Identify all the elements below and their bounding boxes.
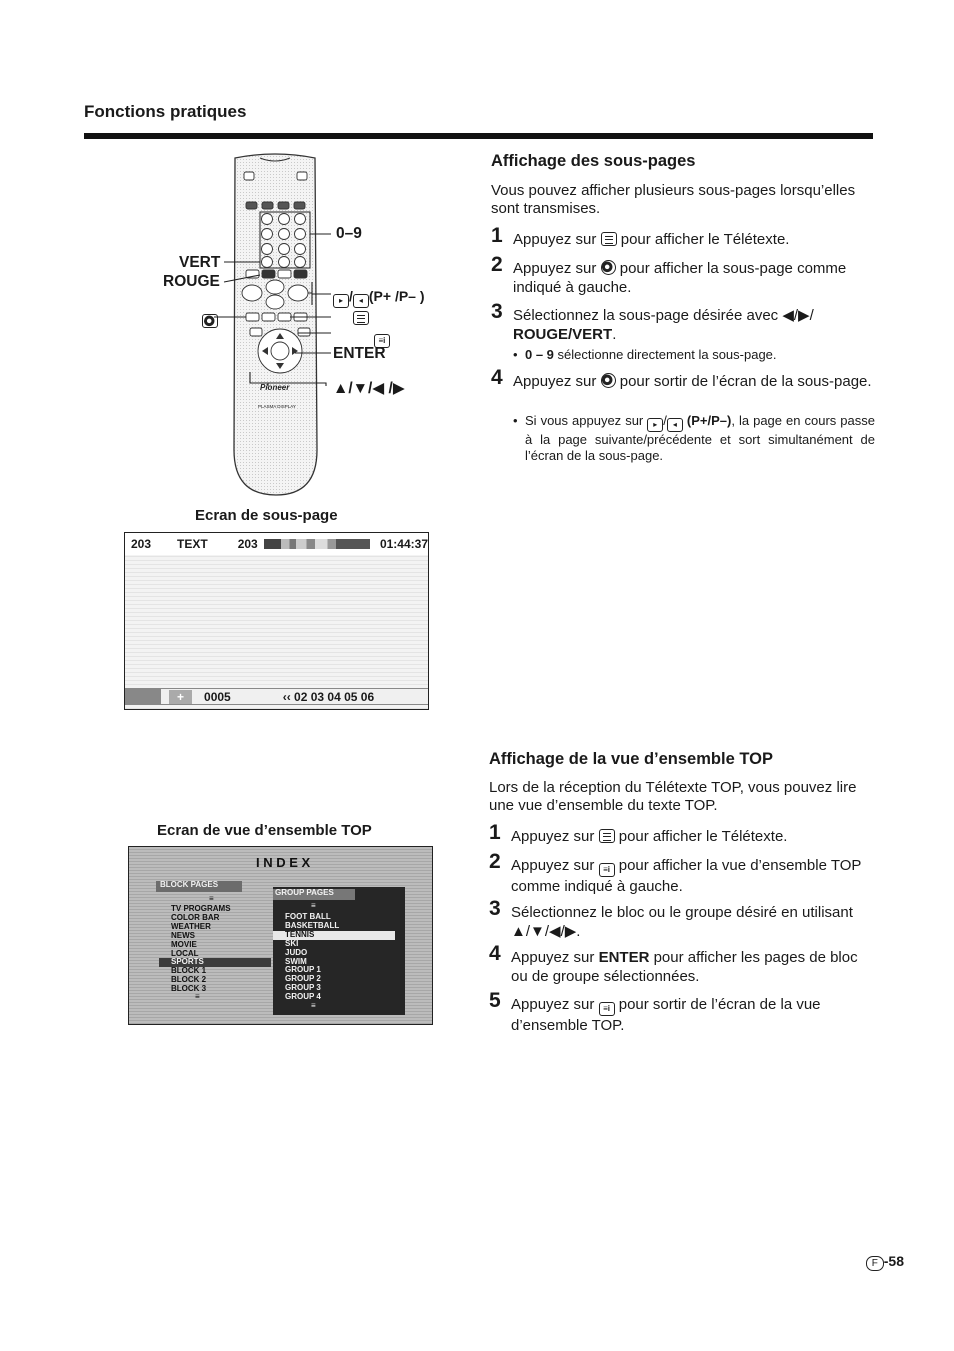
teletext-icon — [601, 232, 617, 246]
index-title: I N D E X — [256, 855, 311, 870]
vert-label: VERT — [179, 254, 221, 271]
list-item[interactable]: BLOCK 3 — [171, 984, 207, 994]
subpage-counter: 0005 — [204, 689, 231, 704]
subpage-navigation: ‹‹ 02 03 04 05 06 — [282, 689, 375, 704]
subpages-step-3: 3 Sélectionnez la sous-page désirée avec ◀/▶/ ROUGE/VERT. — [491, 300, 814, 343]
group-list — [285, 913, 395, 1002]
top-intro: Lors de la réception du Télétexte TOP, vous pouvez lire une vue d’ensemble du texte TOP. — [489, 779, 857, 814]
header-mode: TEXT — [177, 537, 208, 551]
top-index-icon: ≡i — [599, 1002, 615, 1016]
remote-brand: Pioneer — [260, 383, 290, 392]
top-index-icon: ≡i — [599, 863, 615, 877]
top-overview-screen: I N D E X BLOCK PAGES GROUP PAGES ≡ ≡ TV PROGRAMS COLOR BAR WEATHER NEWS MOVIE LOCAL SPORTS BLOCK 1 BLOCK 2 BLOCK 3 ≡ FOOT BALL BASKETBALL TENNIS SKI JUDO SWIM GROUP 1 GROUP 2 GROUP 3 GROUP 4 ≡ — [128, 846, 433, 1025]
section-title: Fonctions pratiques — [84, 102, 247, 121]
block-list — [171, 905, 271, 994]
page-down-icon: ◂ — [353, 294, 369, 308]
top-screen-caption: Ecran de vue d’ensemble TOP — [157, 822, 372, 839]
header-rule — [84, 133, 873, 139]
digits-label: 0–9 — [336, 225, 362, 242]
page-up-icon: ▸ — [333, 294, 349, 308]
arrows-label: ▲/▼/◀ /▶ — [333, 380, 405, 397]
subpage-icon — [601, 373, 616, 388]
page-up-down-label: ▸ / ◂ (P+ /P– ) — [333, 288, 425, 308]
subpages-intro: Vous pouvez afficher plusieurs sous-pages lorsqu’elles sont transmises. — [491, 182, 856, 217]
list-item[interactable]: GROUP 4 — [285, 992, 321, 1002]
subpages-note-3: • 0 – 9 sélectionne directement la sous-page. — [513, 347, 777, 362]
header-page-number: 203 — [131, 537, 152, 551]
list-item[interactable]: BLOCK 1 — [171, 966, 207, 976]
subpage-screen-caption: Ecran de sous-page — [195, 507, 338, 524]
teletext-icon — [353, 311, 369, 325]
list-item[interactable]: LOCAL — [171, 948, 199, 958]
list-item-selected[interactable]: TENNIS — [273, 931, 395, 940]
top-step-3: 3 Sélectionnez le bloc ou le groupe désiré en utilisant ▲/▼/◀/▶. — [489, 897, 853, 940]
subpages-step-4: 4 Appuyez sur pour sortir de l’écran de la sous-page. — [491, 366, 872, 390]
subpages-heading: Affichage des sous-pages — [491, 152, 696, 170]
block-pages-header: BLOCK PAGES — [156, 881, 242, 892]
list-item[interactable]: GROUP 2 — [285, 974, 321, 984]
list-item-selected[interactable]: SPORTS — [159, 958, 271, 967]
top-step-2: 2 Appuyez sur ≡i pour afficher la vue d’ensemble TOP comme indiqué à gauche. — [489, 850, 862, 895]
language-f-icon: F — [866, 1256, 884, 1271]
list-item[interactable]: BLOCK 2 — [171, 975, 207, 985]
subpages-step-1: 1 Appuyez sur pour afficher le Télétexte. — [491, 224, 790, 248]
subpage-icon — [601, 260, 616, 275]
subpage-screen-footer — [125, 688, 428, 705]
subpage-screen-header — [125, 533, 428, 555]
list-item[interactable]: GROUP 3 — [285, 983, 321, 993]
header-time: 01:44:37 — [379, 537, 428, 551]
header-current-page: 203 — [237, 537, 258, 551]
subpage-screen — [124, 532, 429, 710]
subpages-step-2: 2 Appuyez sur pour afficher la sous-page comme indiqué à gauche. — [491, 253, 847, 296]
remote-model: PLASMA DISPLAY — [258, 404, 296, 409]
enter-label: ENTER — [333, 345, 386, 362]
page-down-icon: ◂ — [667, 418, 683, 432]
list-item[interactable]: BASKETBALL — [285, 920, 340, 930]
top-step-5: 5 Appuyez sur ≡i pour sortir de l’écran de la vue d’ensemble TOP. — [489, 989, 821, 1034]
list-item[interactable]: SKI — [285, 938, 299, 948]
teletext-icon — [599, 829, 615, 843]
color-bar — [264, 539, 370, 549]
subpages-note-4: • Si vous appuyez sur ▸ / ◂ (P+/P–), la page en cours passe à la page suivante/précédente et sort simultanément de l’écran de la sous-page. — [513, 413, 875, 463]
group-pages-header: GROUP PAGES — [273, 889, 355, 900]
list-item[interactable]: TV PROGRAMS — [171, 904, 231, 913]
list-item[interactable]: WEATHER — [171, 921, 211, 931]
subpage-plus: + — [169, 690, 192, 704]
page-up-icon: ▸ — [647, 418, 663, 432]
page-number: F -58 — [866, 1253, 904, 1271]
top-step-1: 1 Appuyez sur pour afficher le Télétexte. — [489, 821, 788, 845]
rouge-label: ROUGE — [163, 273, 220, 290]
list-item[interactable]: JUDO — [285, 947, 308, 957]
list-item[interactable]: MOVIE — [171, 939, 197, 949]
top-index-icon: ≡i — [374, 334, 390, 348]
subpage-button-icon — [202, 314, 218, 328]
list-item[interactable]: NEWS — [171, 930, 195, 940]
list-item[interactable]: FOOT BALL — [285, 912, 331, 921]
list-item[interactable]: COLOR BAR — [171, 912, 220, 922]
top-heading: Affichage de la vue d’ensemble TOP — [489, 750, 773, 768]
list-item[interactable]: GROUP 1 — [285, 965, 321, 975]
list-item[interactable]: SWIM — [285, 956, 307, 966]
remote-control-illustration — [150, 150, 460, 500]
top-step-4: 4 Appuyez sur ENTER pour afficher les pages de bloc ou de groupe sélectionnées. — [489, 942, 858, 985]
